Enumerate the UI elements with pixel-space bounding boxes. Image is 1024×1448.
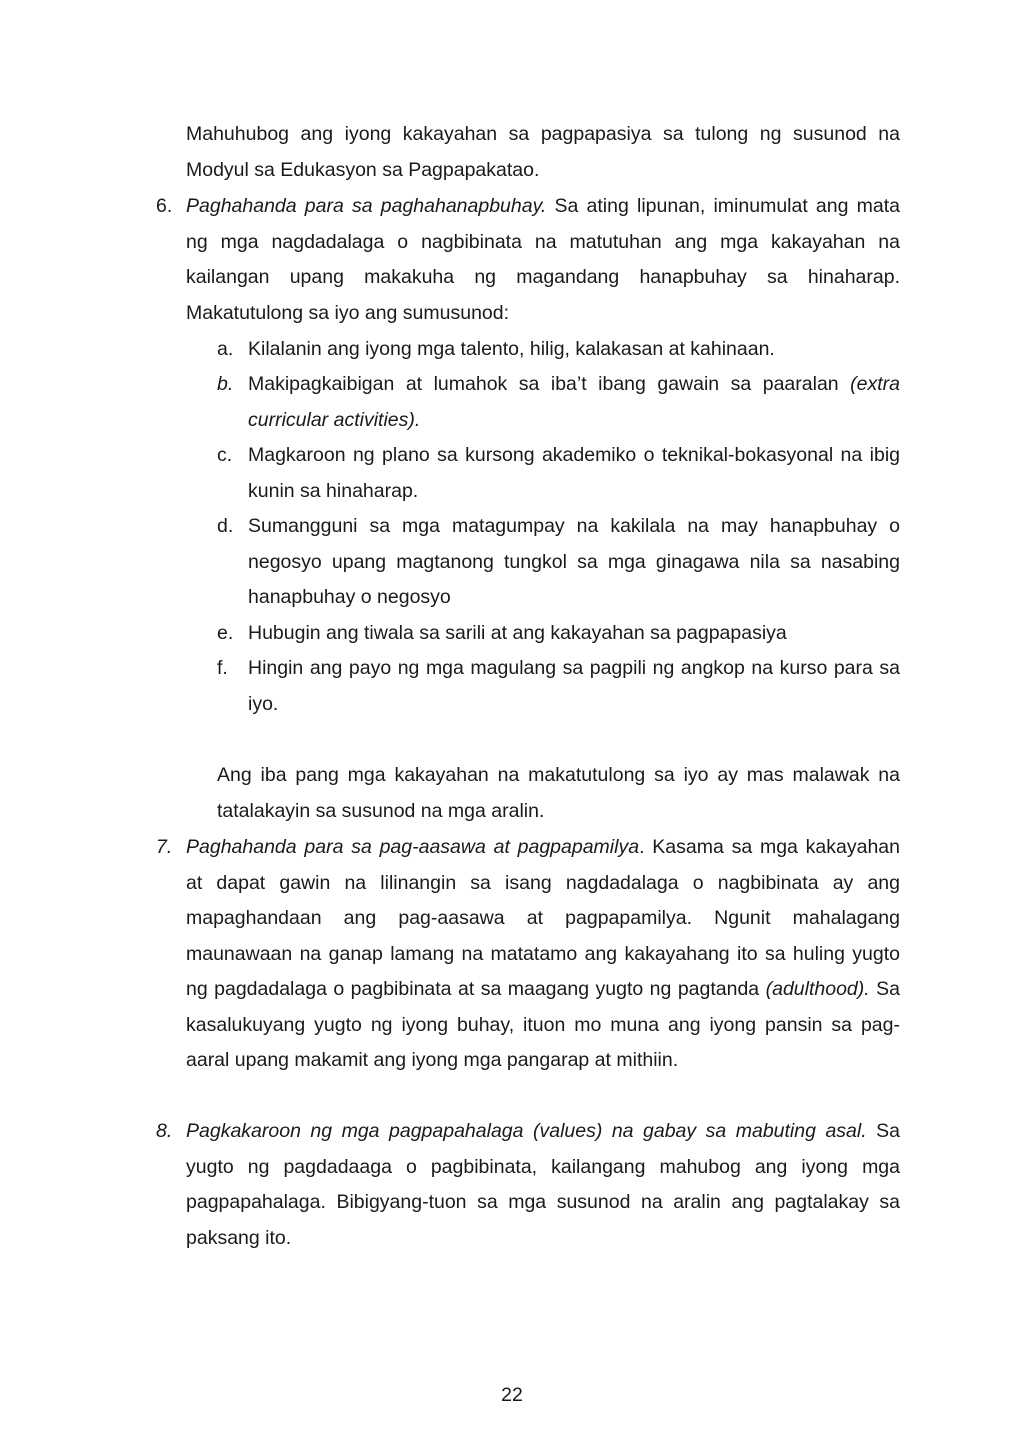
sub-item-e (217, 616, 900, 652)
sub-item-text: Sumangguni sa mga matagumpay na kakilala na may hanapbuhay o negosyo upang magtanong tungkol sa mga ginagawa nila sa nasabing hanapbuhay o negosyo (248, 515, 900, 608)
item-body: Sa ating lipunan, iminumulat ang mata ng mga nagdadalaga o nagbibinata na matutuhan ang mga kakayahan na kailangan upang makakuha ng magandang hanapbuhay sa hinaharap. Makatutulong sa iyo ang sumusunod: (186, 195, 900, 324)
list-item-7 (156, 830, 900, 1079)
sub-item-text: Magkaroon ng plano sa kursong akademiko o teknikal-bokasyonal na ibig kunin sa hinaharap. (248, 444, 900, 502)
item-number: 8. (156, 1120, 173, 1142)
closing-paragraph (217, 758, 900, 829)
item-body-continued: Sa kasalukuyang yugto ng iyong buhay, ituon mo muna ang iyong pansin sa pag-aaral upang makamit ang iyong mga pangarap at mithiin. (186, 978, 900, 1071)
sub-item-c (217, 438, 900, 509)
sub-item-letter: b. (217, 373, 234, 395)
closing-text: Ang iba pang mga kakayahan na makatutulong sa iyo ay mas malawak na tatalakayin sa susunod na mga aralin. (217, 764, 900, 822)
item-heading: Pagkakaroon ng mga pagpapahalaga (values) na gabay sa mabuting asal. (186, 1120, 867, 1142)
sub-item-letter: f. (217, 657, 228, 679)
item-body: Sa yugto ng pagdadaaga o pagbibinata, kailangang mahubog ang iyong mga pagpapahalaga. Bibigyang-tuon sa mga susunod na aralin ang pagtalakay sa paksang ito. (186, 1120, 900, 1249)
sub-item-letter: d. (217, 515, 234, 537)
item-heading: Paghahanda para sa pag-aasawa at pagpapamilya (186, 836, 640, 858)
sub-item-d (217, 509, 900, 616)
sub-item-b (217, 367, 900, 438)
list-item-6 (156, 189, 900, 331)
intro-text: Mahuhubog ang iyong kakayahan sa pagpapasiya sa tulong ng susunod na Modyul sa Edukasyon sa Pagpapakatao. (186, 123, 900, 181)
sub-item-text: Makipagkaibigan at lumahok sa iba’t ibang gawain sa paaralan (248, 373, 851, 395)
item-heading: Paghahanda para sa paghahanapbuhay. (186, 195, 547, 217)
sub-item-italic-term: (extra curricular activities). (248, 373, 900, 431)
sub-item-text: Kilalanin ang iyong mga talento, hilig, kalakasan at kahinaan. (248, 338, 775, 360)
sub-item-letter: e. (217, 622, 234, 644)
sub-item-text: Hingin ang payo ng mga magulang sa pagpili ng angkop na kurso para sa iyo. (248, 657, 900, 715)
sub-item-letter: c. (217, 444, 233, 466)
sub-item-text: Hubugin ang tiwala sa sarili at ang kakayahan sa pagpapasiya (248, 622, 787, 644)
item-body: . Kasama sa mga kakayahan at dapat gawin na lilinangin sa isang nagdadalaga o nagbibinata ay ang mapaghandaan ang pag-aasawa at pagpapamilya. Ngunit mahalagang maunawaan na ganap lamang na matatamo ang kakayahang ito sa huling yugto ng pagdadalaga o pagbibinata at sa maagang yugto ng pagtanda (186, 836, 900, 1000)
item-italic-term: (adulthood). (765, 978, 870, 1000)
sub-item-a (217, 332, 900, 368)
item-number: 7. (156, 836, 173, 858)
item-number: 6. (156, 195, 173, 217)
intro-paragraph (186, 117, 900, 188)
sub-item-letter: a. (217, 338, 234, 360)
sub-item-f (217, 651, 900, 722)
list-item-8 (156, 1114, 900, 1256)
page-number: 22 (501, 1384, 523, 1406)
